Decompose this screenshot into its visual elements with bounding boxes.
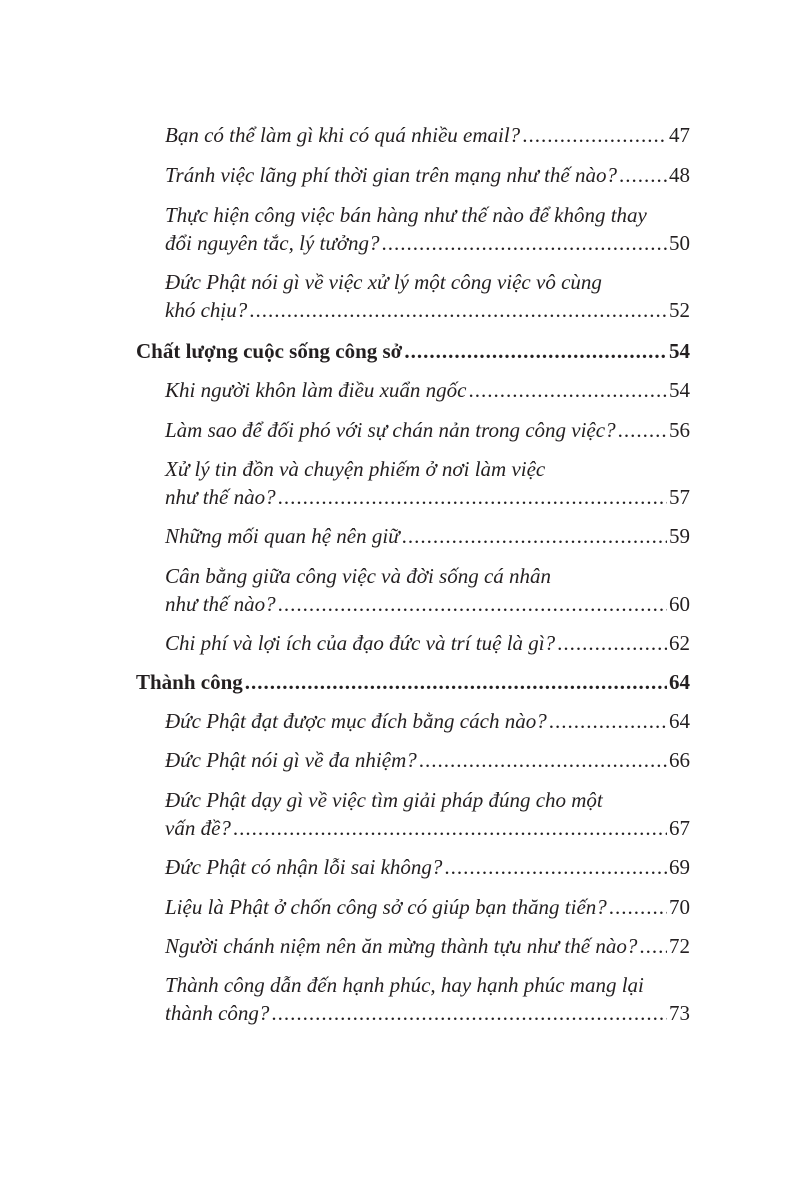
- toc-entry-title-line-2: đổi nguyên tắc, lý tưởng?: [165, 231, 380, 255]
- toc-section: [136, 668, 690, 696]
- toc-entry: [165, 562, 690, 618]
- toc-page-number: 67: [669, 816, 690, 840]
- dot-leader: [382, 229, 667, 257]
- toc-page-number: 50: [669, 231, 690, 255]
- toc-section: [136, 337, 690, 365]
- dot-leader: [402, 522, 667, 550]
- toc-entry-title-line-2: như thế nào?: [165, 485, 276, 509]
- toc-page-number: 54: [669, 378, 690, 402]
- toc-entry: [165, 746, 690, 774]
- toc-entry-title: Khi người khôn làm điều xuẩn ngốc: [165, 378, 467, 402]
- toc-entry: [165, 201, 690, 257]
- toc-page-number: 62: [669, 631, 690, 655]
- toc-entry: [165, 853, 690, 881]
- dot-leader: [271, 999, 667, 1027]
- toc-section-title: Thành công: [136, 670, 243, 694]
- toc-entry-title: Đức Phật có nhận lỗi sai không?: [165, 855, 443, 879]
- dot-leader: [444, 853, 667, 881]
- toc-entry-title: Chi phí và lợi ích của đạo đức và trí tuệ là gì?: [165, 631, 556, 655]
- toc-page-number: 47: [669, 123, 690, 147]
- toc-entry: [165, 629, 690, 657]
- toc-entry-title: Đức Phật nói gì về đa nhiệm?: [165, 748, 417, 772]
- dot-leader: [245, 668, 667, 696]
- toc-entry-title: Bạn có thể làm gì khi có quá nhiều email?: [165, 123, 521, 147]
- dot-leader: [419, 746, 667, 774]
- toc-entry-title: Người chánh niệm nên ăn mừng thành tựu như thế nào?: [165, 934, 638, 958]
- toc-entry: [165, 161, 690, 189]
- dot-leader: [609, 893, 667, 921]
- toc-page-number: 60: [669, 592, 690, 616]
- dot-leader: [233, 814, 667, 842]
- toc-entry-title: Đức Phật đạt được mục đích bằng cách nào?: [165, 709, 547, 733]
- dot-leader: [619, 161, 667, 189]
- toc-entry: [165, 121, 690, 149]
- toc-page-number: 66: [669, 748, 690, 772]
- toc-page-number: 59: [669, 524, 690, 548]
- toc-page-number: 54: [669, 339, 690, 363]
- dot-leader: [249, 296, 667, 324]
- toc-page-number: 48: [669, 163, 690, 187]
- toc-page-number: 52: [669, 298, 690, 322]
- dot-leader: [522, 121, 667, 149]
- dot-leader: [278, 590, 667, 618]
- dot-leader: [278, 483, 667, 511]
- toc-section-title: Chất lượng cuộc sống công sở: [136, 339, 403, 363]
- dot-leader: [549, 707, 667, 735]
- toc-entry: [165, 707, 690, 735]
- toc-entry-title: Làm sao để đối phó với sự chán nản trong công việc?: [165, 418, 616, 442]
- toc-page-number: 57: [669, 485, 690, 509]
- toc-entry-title: Liệu là Phật ở chốn công sở có giúp bạn thăng tiến?: [165, 895, 607, 919]
- toc-page-number: 56: [669, 418, 690, 442]
- toc-entry-title: Tránh việc lãng phí thời gian trên mạng như thế nào?: [165, 163, 617, 187]
- toc-entry-title: Những mối quan hệ nên giữ: [165, 524, 400, 548]
- toc-entry-title-line-1: Xử lý tin đồn và chuyện phiếm ở nơi làm việc: [165, 457, 546, 481]
- toc-entry: [165, 786, 690, 842]
- toc-entry-title-line-2: như thế nào?: [165, 592, 276, 616]
- dot-leader: [639, 932, 667, 960]
- toc-entry-title-line-2: thành công?: [165, 1001, 270, 1025]
- dot-leader: [468, 376, 667, 404]
- toc-entry: [165, 522, 690, 550]
- toc-page-number: 64: [669, 670, 690, 694]
- toc-entry: [165, 376, 690, 404]
- dot-leader: [557, 629, 667, 657]
- toc-entry: [165, 416, 690, 444]
- toc-entry-title-line-2: khó chịu?: [165, 298, 248, 322]
- toc-entry: [165, 455, 690, 511]
- toc-entry-title-line-1: Cân bằng giữa công việc và đời sống cá nhân: [165, 564, 552, 588]
- toc-entry: [165, 971, 690, 1027]
- toc-entry-title-line-2: vấn đề?: [165, 816, 231, 840]
- toc-entry-title-line-1: Đức Phật dạy gì về việc tìm giải pháp đúng cho một: [165, 788, 603, 812]
- toc-page-number: 72: [669, 934, 690, 958]
- dot-leader: [618, 416, 667, 444]
- toc-page-number: 70: [669, 895, 690, 919]
- toc-entry: [165, 932, 690, 960]
- toc-entry: [165, 893, 690, 921]
- toc-entry-title-line-1: Thành công dẫn đến hạnh phúc, hay hạnh phúc mang lại: [165, 973, 644, 997]
- toc-page-number: 69: [669, 855, 690, 879]
- toc-entry: [165, 268, 690, 324]
- toc-entry-title-line-1: Thực hiện công việc bán hàng như thế nào để không thay: [165, 203, 647, 227]
- dot-leader: [404, 337, 667, 365]
- toc-page-number: 73: [669, 1001, 690, 1025]
- toc-entry-title-line-1: Đức Phật nói gì về việc xử lý một công việc vô cùng: [165, 270, 602, 294]
- toc-page-number: 64: [669, 709, 690, 733]
